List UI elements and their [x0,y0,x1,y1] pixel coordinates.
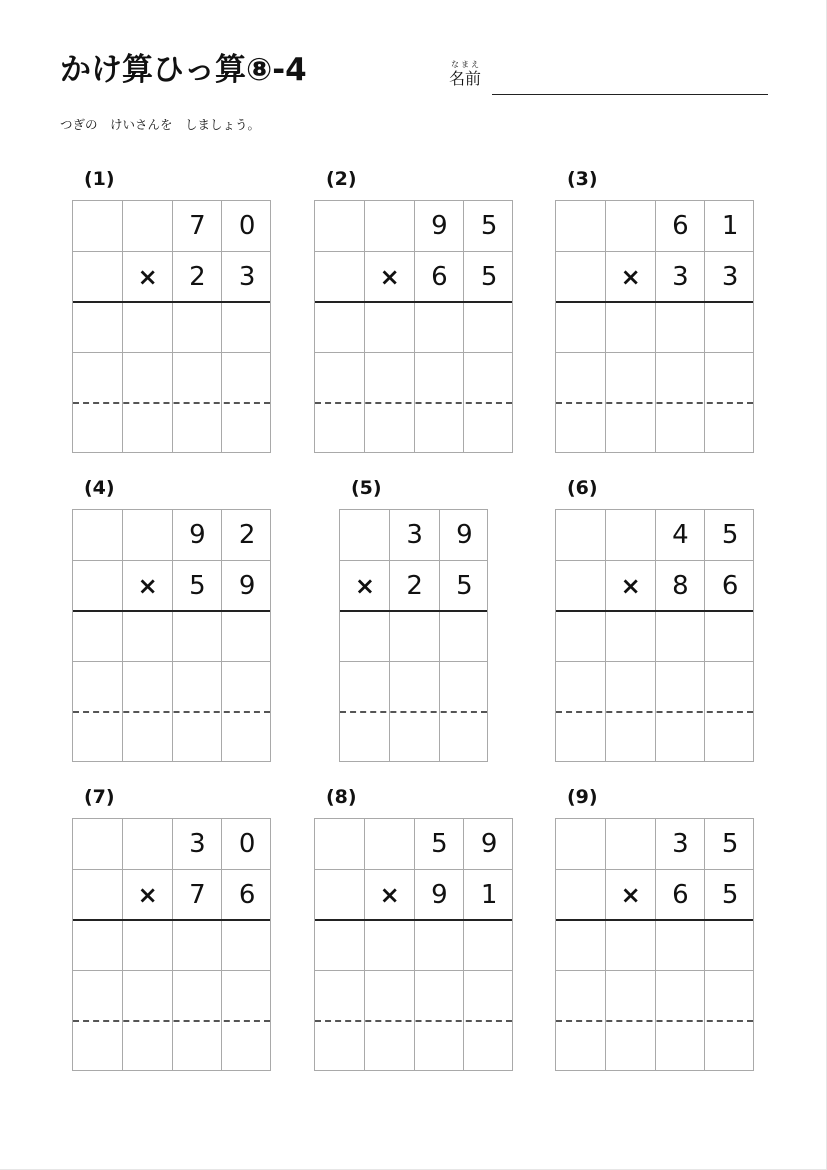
multiply-sign: × [137,880,158,909]
problem-label: (4) [84,477,115,499]
answer-grid [72,818,271,1071]
multiplier-tens: 7 [189,879,206,910]
answer-cell[interactable] [606,302,656,353]
answer-grid [555,200,754,453]
answer-cell[interactable] [173,712,223,763]
multiplicand-ones: 9 [456,520,473,551]
answer-cell[interactable] [656,611,706,662]
worksheet-title: かけ算ひっ算⑧-4 [60,52,307,88]
answer-cell[interactable] [173,1021,223,1072]
answer-cell[interactable] [656,302,706,353]
answer-cell[interactable] [705,712,755,763]
answer-cell[interactable] [315,403,365,454]
answer-cell[interactable] [415,353,465,404]
answer-grid [72,200,271,453]
answer-cell[interactable] [556,403,606,454]
answer-cell[interactable] [315,971,365,1022]
multiplier-ones: 1 [480,879,498,910]
problem-label: (3) [567,168,598,190]
multiplicand-tens: 9 [431,211,448,242]
multiplicand-tens: 5 [431,829,448,860]
answer-cell[interactable] [73,662,123,713]
answer-cell[interactable] [656,403,706,454]
answer-cell[interactable] [464,353,514,404]
answer-cell[interactable] [556,302,606,353]
answer-cell[interactable] [73,302,123,353]
answer-cell[interactable] [123,1021,173,1072]
multiplicand-tens: 9 [189,520,206,551]
answer-cell[interactable] [340,611,390,662]
problem-label: (6) [567,477,598,499]
multiplier-ones: 9 [238,570,256,601]
multiplier-tens: 8 [672,570,689,601]
multiplier-ones: 3 [238,261,256,292]
answer-cell[interactable] [340,662,390,713]
answer-cell[interactable] [705,1021,755,1072]
answer-cell[interactable] [705,302,755,353]
multiplier-tens: 5 [189,570,206,601]
answer-cell[interactable] [606,1021,656,1072]
answer-grid [555,509,754,762]
answer-cell[interactable] [73,403,123,454]
answer-cell[interactable] [173,920,223,971]
answer-cell[interactable] [440,712,490,763]
answer-cell[interactable] [556,662,606,713]
answer-cell[interactable] [656,920,706,971]
multiply-sign: × [620,262,641,291]
multiplier-ones: 5 [456,570,473,601]
answer-cell[interactable] [556,611,606,662]
answer-cell[interactable] [556,971,606,1022]
answer-cell[interactable] [73,1021,123,1072]
multiply-sign: × [379,880,400,909]
answer-cell[interactable] [606,662,656,713]
answer-cell[interactable] [705,353,755,404]
multiplier-ones: 6 [721,570,739,601]
answer-cell[interactable] [340,712,390,763]
multiplier-tens: 2 [189,261,206,292]
answer-cell[interactable] [173,611,223,662]
answer-cell[interactable] [606,353,656,404]
answer-cell[interactable] [222,971,272,1022]
multiply-sign: × [620,880,641,909]
answer-cell[interactable] [390,712,440,763]
multiplicand-tens: 3 [189,829,206,860]
answer-cell[interactable] [705,611,755,662]
answer-cell[interactable] [222,712,272,763]
multiplicand-ones: 0 [238,211,256,242]
answer-cell[interactable] [606,971,656,1022]
answer-grid [314,200,513,453]
answer-cell[interactable] [222,353,272,404]
answer-cell[interactable] [222,403,272,454]
answer-cell[interactable] [606,712,656,763]
multiplier-ones: 3 [721,261,739,292]
answer-cell[interactable] [173,353,223,404]
answer-cell[interactable] [222,662,272,713]
name-label: 名前 [449,69,482,88]
answer-cell[interactable] [222,611,272,662]
answer-cell[interactable] [222,1021,272,1072]
answer-cell[interactable] [173,662,223,713]
answer-cell[interactable] [705,403,755,454]
multiplicand-tens: 6 [672,211,689,242]
answer-cell[interactable] [73,712,123,763]
multiplier-ones: 6 [238,879,256,910]
multiplicand-ones: 9 [480,829,498,860]
multiply-sign: × [354,571,375,600]
multiply-sign: × [137,262,158,291]
answer-cell[interactable] [656,1021,706,1072]
answer-cell[interactable] [123,712,173,763]
answer-cell[interactable] [315,1021,365,1072]
answer-cell[interactable] [415,1021,465,1072]
answer-cell[interactable] [123,920,173,971]
answer-cell[interactable] [705,920,755,971]
answer-cell[interactable] [365,1021,415,1072]
answer-cell[interactable] [464,920,514,971]
multiplicand-ones: 5 [480,211,498,242]
answer-cell[interactable] [606,920,656,971]
name-field [449,60,769,100]
answer-cell[interactable] [365,920,415,971]
multiply-sign: × [620,571,641,600]
multiplicand-ones: 2 [238,520,256,551]
multiplicand-ones: 5 [721,829,739,860]
answer-cell[interactable] [656,353,706,404]
multiplier-ones: 5 [721,879,739,910]
answer-cell[interactable] [556,353,606,404]
answer-cell[interactable] [415,920,465,971]
answer-cell[interactable] [705,662,755,713]
multiply-sign: × [379,262,400,291]
problem-label: (8) [326,786,357,808]
answer-cell[interactable] [365,971,415,1022]
answer-cell[interactable] [656,712,706,763]
multiplier-tens: 3 [672,261,689,292]
multiplicand-ones: 0 [238,829,256,860]
answer-cell[interactable] [73,611,123,662]
problem-label: (2) [326,168,357,190]
answer-cell[interactable] [73,353,123,404]
answer-cell[interactable] [123,611,173,662]
multiplicand-ones: 1 [721,211,739,242]
answer-cell[interactable] [365,403,415,454]
name-write-line[interactable] [492,94,768,95]
multiplicand-tens: 4 [672,520,689,551]
answer-cell[interactable] [656,662,706,713]
multiplier-ones: 5 [480,261,498,292]
answer-grid [339,509,488,762]
answer-cell[interactable] [556,712,606,763]
answer-cell[interactable] [464,403,514,454]
answer-cell[interactable] [123,971,173,1022]
answer-cell[interactable] [73,920,123,971]
problem-label: (9) [567,786,598,808]
answer-cell[interactable] [464,1021,514,1072]
problem-label: (7) [84,786,115,808]
answer-cell[interactable] [556,920,606,971]
answer-cell[interactable] [464,971,514,1022]
answer-cell[interactable] [606,611,656,662]
answer-cell[interactable] [173,403,223,454]
answer-cell[interactable] [415,971,465,1022]
multiply-sign: × [137,571,158,600]
answer-cell[interactable] [415,302,465,353]
answer-cell[interactable] [123,403,173,454]
answer-cell[interactable] [315,302,365,353]
answer-grid [555,818,754,1071]
answer-cell[interactable] [365,353,415,404]
multiplier-tens: 6 [431,261,448,292]
name-ruby: なまえ [451,60,481,69]
multiplier-tens: 2 [406,570,423,601]
problem-label: (1) [84,168,115,190]
answer-cell[interactable] [123,662,173,713]
answer-cell[interactable] [464,302,514,353]
answer-cell[interactable] [556,1021,606,1072]
multiplicand-tens: 3 [672,829,689,860]
problem-label: (5) [351,477,382,499]
answer-cell[interactable] [656,971,706,1022]
multiplier-tens: 9 [431,879,448,910]
answer-cell[interactable] [315,920,365,971]
multiplicand-ones: 5 [721,520,739,551]
answer-cell[interactable] [365,302,415,353]
answer-cell[interactable] [440,611,490,662]
answer-cell[interactable] [173,971,223,1022]
answer-grid [314,818,513,1071]
multiplicand-tens: 7 [189,211,206,242]
answer-cell[interactable] [123,302,173,353]
answer-cell[interactable] [123,353,173,404]
instruction-text: つぎの けいさんを しましょう。 [60,117,261,132]
multiplicand-tens: 3 [406,520,423,551]
answer-grid [72,509,271,762]
answer-cell[interactable] [390,611,440,662]
multiplier-tens: 6 [672,879,689,910]
answer-cell[interactable] [222,920,272,971]
answer-cell[interactable] [390,662,440,713]
answer-cell[interactable] [415,403,465,454]
answer-cell[interactable] [222,302,272,353]
answer-cell[interactable] [705,971,755,1022]
answer-cell[interactable] [315,353,365,404]
answer-cell[interactable] [73,971,123,1022]
answer-cell[interactable] [173,302,223,353]
answer-cell[interactable] [440,662,490,713]
answer-cell[interactable] [606,403,656,454]
